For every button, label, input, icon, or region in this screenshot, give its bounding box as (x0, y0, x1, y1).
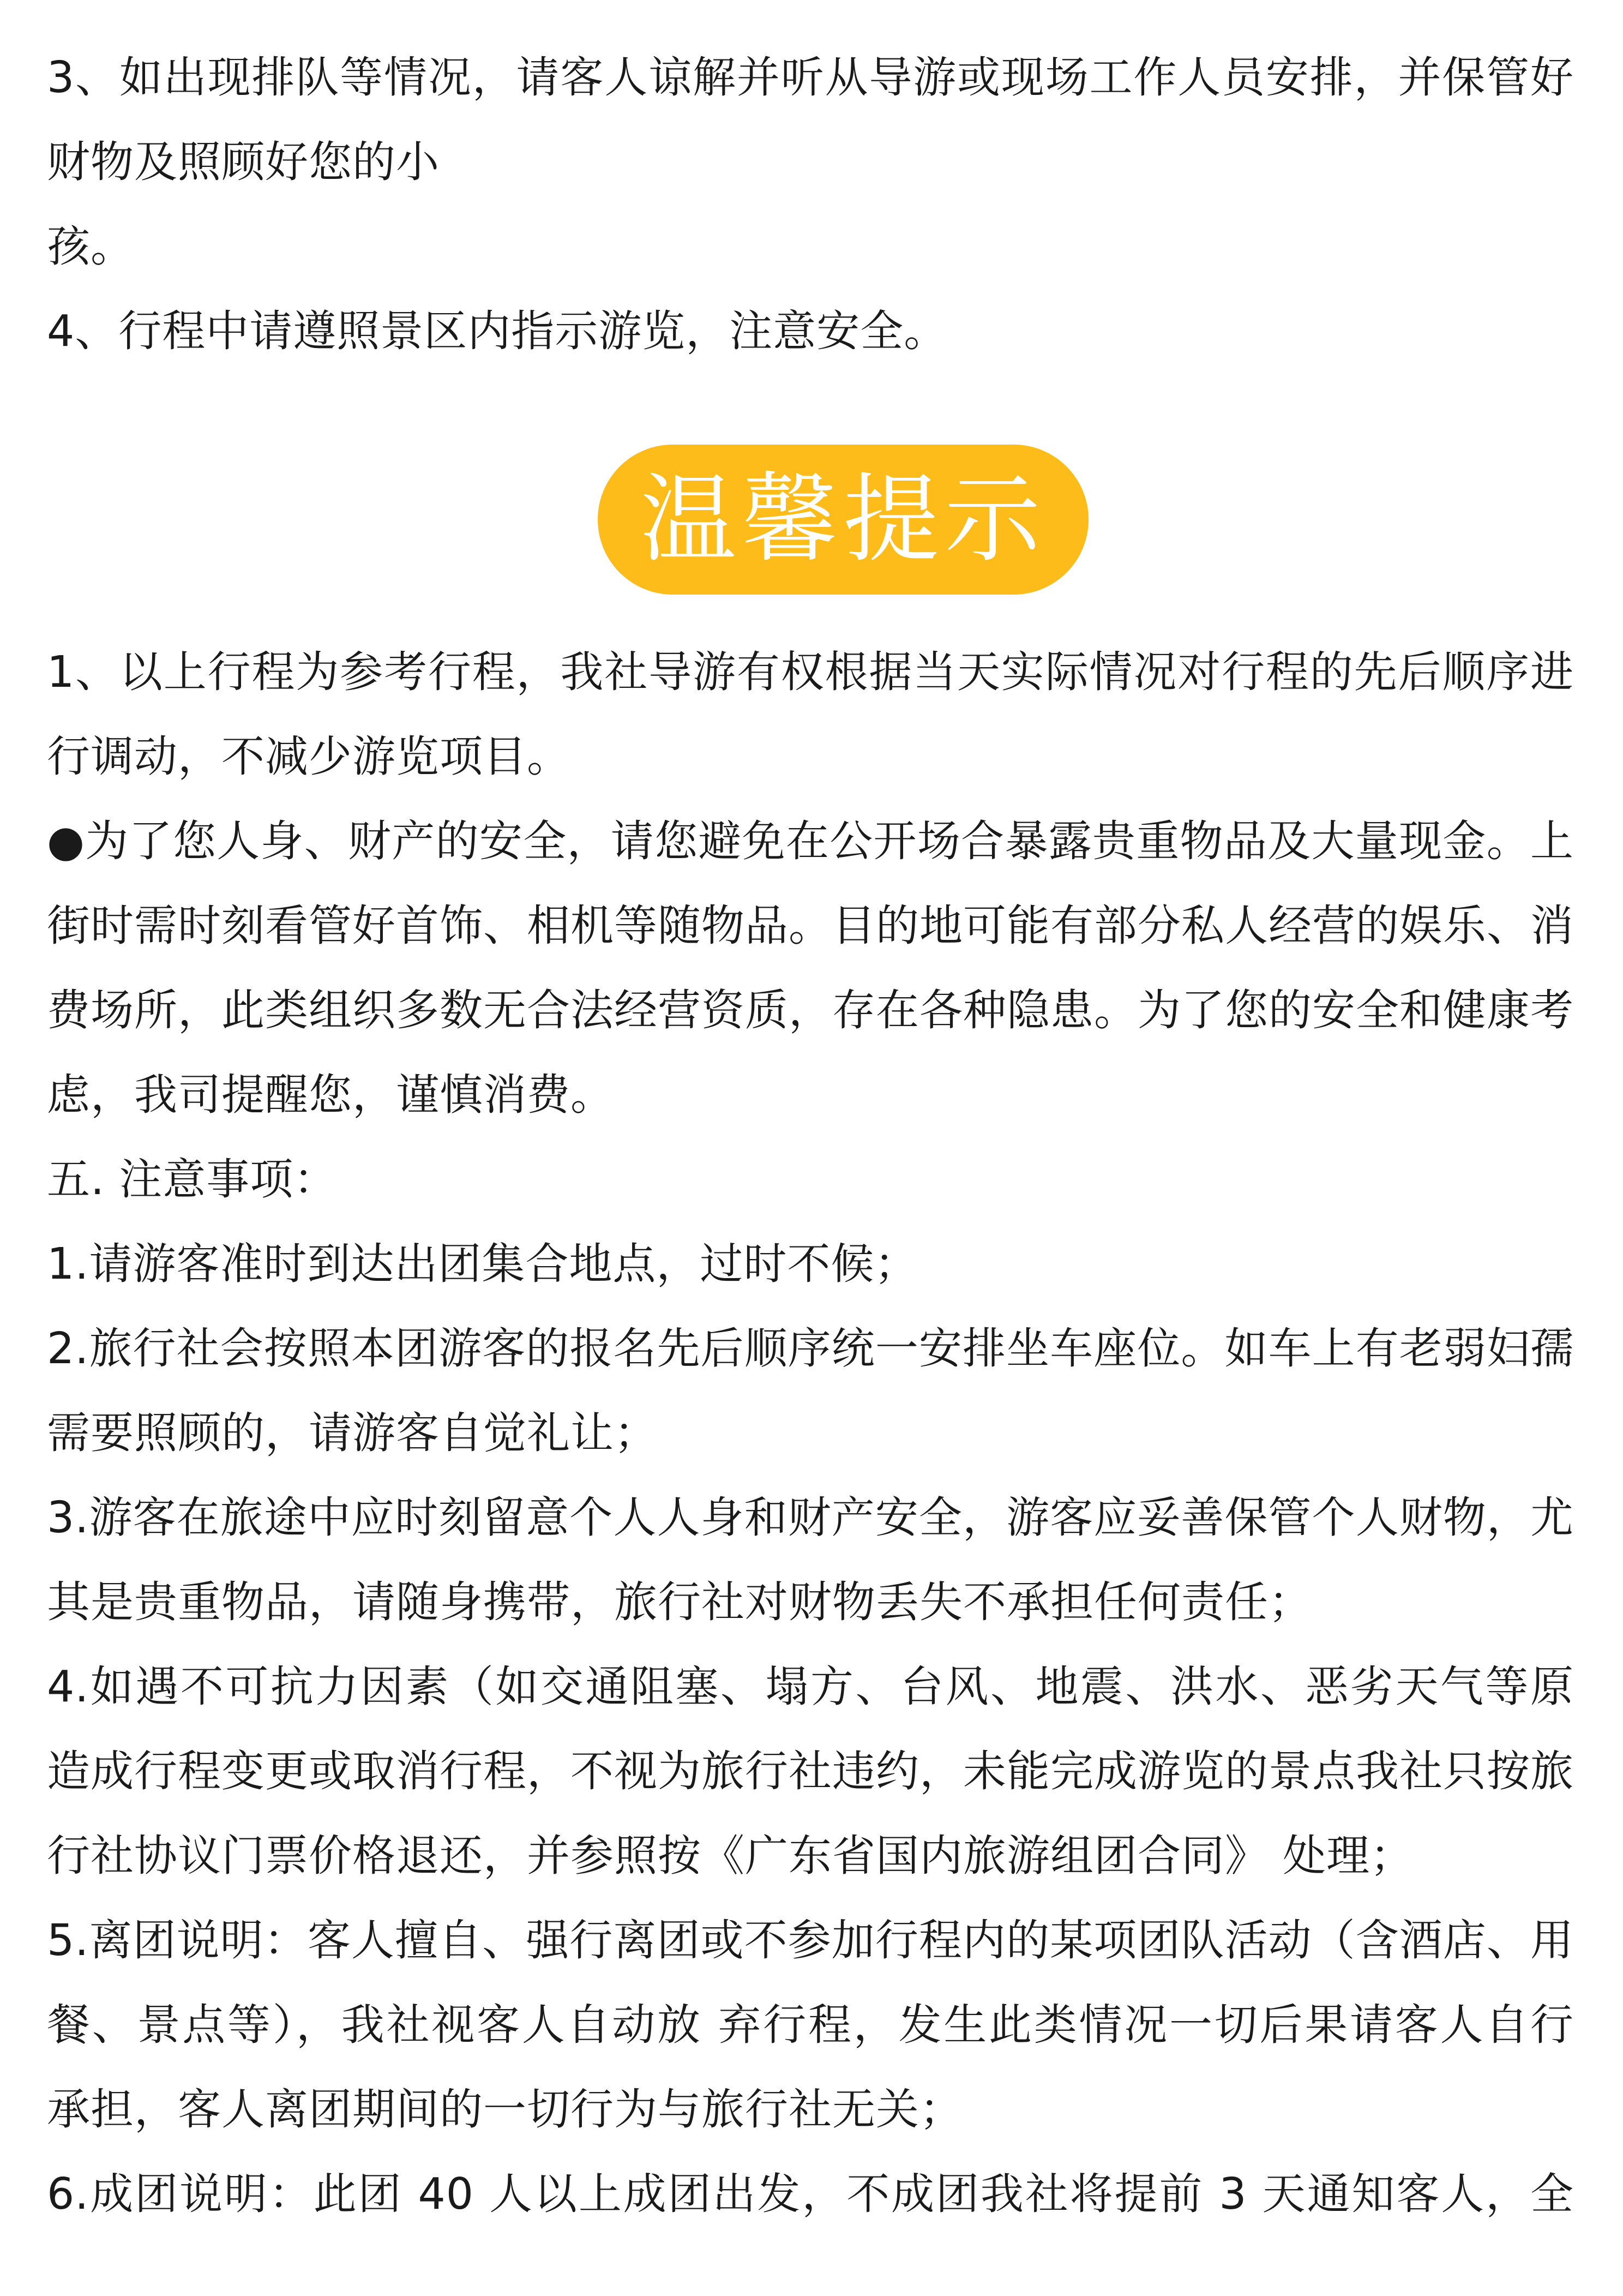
text-line: 4、行程中请遵照景区内指示游览，注意安全。 (47, 306, 948, 356)
text-line: 造成行程变更或取消行程，不视为旅行社违约，未能完成游览的景点我社只按旅 (47, 1746, 1574, 1796)
text-line: 2.旅行社会按照本团游客的报名先后顺序统一安排坐车座位。如车上有老弱妇孺 (47, 1323, 1574, 1374)
subheading-precautions: 五. 注意事项： (47, 1154, 338, 1204)
text-line: 财物及照顾好您的小 (47, 137, 440, 187)
text-line: ●为了您人身、财产的安全，请您避免在公开场合暴露贵重物品及大量现金。上 (47, 816, 1574, 866)
itinerary-notes-continued (47, 35, 1574, 374)
text-line: 承担，客人离团期间的一切行为与旅行社无关； (47, 2084, 963, 2135)
text-line: 行调动，不减少游览项目。 (47, 732, 570, 782)
text-line: 6.成团说明：此团 40 人以上成团出发，不成团我社将提前 3 天通知客人，全 (47, 2169, 1574, 2219)
text-line: 1.请游客准时到达出团集合地点，过时不候； (47, 1239, 918, 1289)
text-line: 1、以上行程为参考行程，我社导游有权根据当天实际情况对行程的先后顺序进 (47, 647, 1574, 697)
section-title-banner (598, 445, 1089, 595)
text-line: 需要照顾的，请游客自觉礼让； (47, 1408, 658, 1458)
text-line: 5.离团说明：客人擅自、强行离团或不参加行程内的某项团队活动（含酒店、用 (47, 1915, 1574, 1965)
text-line: 费场所，此类组织多数无合法经营资质，存在各种隐患。为了您的安全和健康考 (47, 985, 1574, 1035)
text-line: 餐、景点等），我社视客人自动放 弃行程，发生此类情况一切后果请客人自行 (47, 2000, 1574, 2050)
text-line: 其是贵重物品，请随身携带，旅行社对财物丢失不承担任何责任； (47, 1577, 1312, 1627)
text-line: 4.如遇不可抗力因素（如交通阻塞、塌方、台风、地震、洪水、恶劣天气等原 (47, 1662, 1574, 1712)
text-line: 行社协议门票价格退还，并参照按《广东省国内旅游组团合同》 处理； (47, 1831, 1414, 1881)
text-line: 街时需时刻看管好首饰、相机等随物品。目的地可能有部分私人经营的娱乐、消 (47, 901, 1574, 951)
text-line: 孩。 (47, 221, 134, 272)
text-line: 虑，我司提醒您，谨慎消费。 (47, 1070, 614, 1120)
section-title: 温馨提示 (640, 463, 1046, 576)
text-line: 3、如出现排队等情况，请客人谅解并听从导游或现场工作人员安排，并保管好 (47, 52, 1574, 103)
text-line: 3.游客在旅途中应时刻留意个人人身和财产安全，游客应妥善保管个人财物，尤 (47, 1492, 1574, 1543)
warm-tips-body (47, 630, 1574, 2237)
